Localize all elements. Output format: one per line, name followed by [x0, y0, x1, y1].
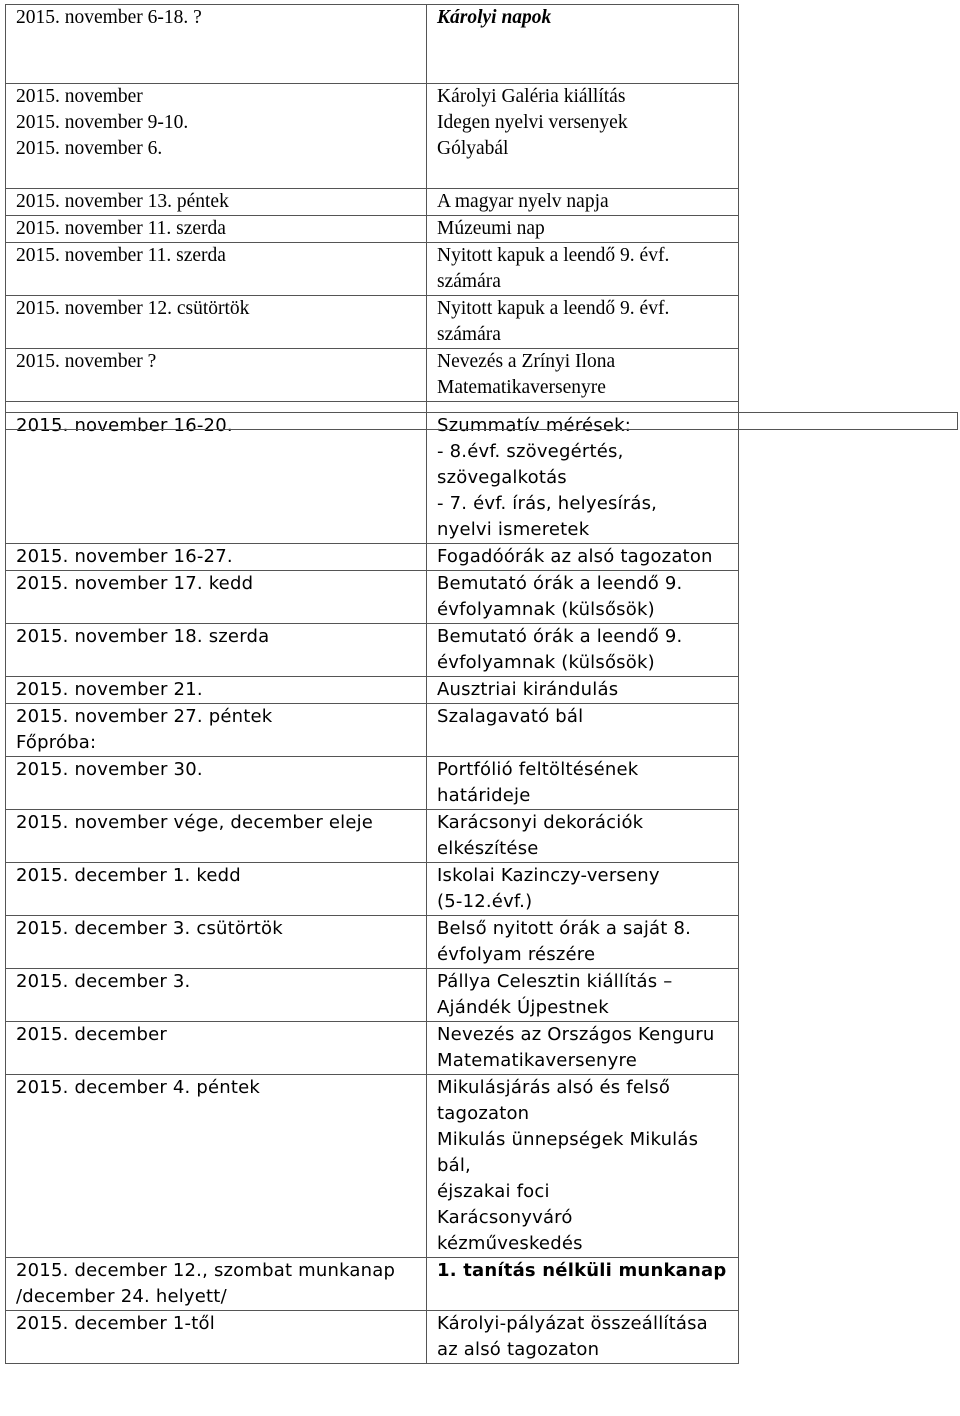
date-cell: [6, 810, 427, 863]
date-text: 2015. december 1-től: [16, 1313, 215, 1334]
date-cell: [6, 704, 427, 757]
event-text: Múzeumi nap: [437, 218, 545, 239]
spacer: [437, 162, 732, 188]
date-text: 2015. november 6-18. ?: [16, 7, 202, 28]
event-text: az alsó tagozaton: [437, 1339, 600, 1360]
event-text: szövegalkotás: [437, 467, 567, 488]
date-text: 2015. november ?: [16, 351, 157, 372]
event-cell: [427, 757, 739, 810]
schedule-table-body: [6, 5, 739, 1364]
date-cell: [6, 216, 427, 243]
event-text: Ajándék Újpestnek: [437, 997, 609, 1018]
date-text: 2015. november 6.: [16, 138, 163, 159]
date-text: 2015. november 27. péntek: [16, 706, 273, 727]
table-row: [6, 5, 739, 84]
date-cell: [6, 296, 427, 349]
spacer: [437, 57, 732, 83]
event-text: évfolyamnak (külsősök): [437, 599, 655, 620]
table-row: [6, 1075, 739, 1258]
event-cell: [427, 296, 739, 349]
event-cell: [427, 1075, 739, 1258]
date-text: 2015. november 16-20.: [16, 415, 233, 436]
date-text: 2015. november 9-10.: [16, 112, 189, 133]
event-text: Iskolai Kazinczy-verseny: [437, 865, 660, 886]
table-row: [6, 624, 739, 677]
event-cell: [427, 571, 739, 624]
event-text: Nevezés az Országos Kenguru: [437, 1024, 715, 1045]
event-text: határideje: [437, 785, 531, 806]
date-text: 2015. december 4. péntek: [16, 1077, 261, 1098]
empty-cell: [427, 402, 739, 413]
event-text: (5-12.évf.): [437, 891, 533, 912]
table-row: [6, 216, 739, 243]
event-cell: [427, 84, 739, 189]
event-text: kézműveskedés: [437, 1233, 583, 1254]
event-text: elkészítése: [437, 838, 539, 859]
date-cell: [6, 624, 427, 677]
date-cell: [6, 243, 427, 296]
event-text: Nyitott kapuk a leendő 9. évf.: [437, 245, 670, 266]
empty-cell: [6, 402, 427, 413]
date-text: 2015. november 18. szerda: [16, 626, 270, 647]
event-cell: [427, 413, 739, 544]
date-cell: [6, 84, 427, 189]
event-text: nyelvi ismeretek: [437, 519, 590, 540]
date-cell: [6, 1311, 427, 1364]
date-cell: [6, 677, 427, 704]
table-row: [6, 677, 739, 704]
event-text: - 7. évf. írás, helyesírás,: [437, 493, 658, 514]
table-row: [6, 969, 739, 1022]
event-text: Matematikaversenyre: [437, 1050, 637, 1071]
event-text: Szalagavató bál: [437, 706, 584, 727]
event-text: - 8.évf. szövegértés,: [437, 441, 624, 462]
table-row: [6, 1022, 739, 1075]
event-text: Karácsonyváró: [437, 1207, 573, 1228]
date-cell: [6, 757, 427, 810]
event-text: éjszakai foci: [437, 1181, 550, 1202]
table-row: [6, 1311, 739, 1364]
event-text: Károlyi napok: [437, 7, 552, 28]
event-cell: [427, 216, 739, 243]
date-text: 2015. november 12. csütörtök: [16, 298, 250, 319]
event-cell: [427, 624, 739, 677]
date-text: 2015. november vége, december eleje: [16, 812, 374, 833]
event-text: számára: [437, 324, 501, 345]
event-cell: [427, 544, 739, 571]
date-text: 2015. december 12., szombat munkanap: [16, 1260, 396, 1281]
date-cell: [6, 1022, 427, 1075]
event-cell: [427, 810, 739, 863]
event-text: tagozaton: [437, 1103, 530, 1124]
event-text: 1. tanítás nélküli munkanap: [437, 1260, 727, 1281]
spacer: [437, 31, 732, 57]
date-text: 2015. december 3. csütörtök: [16, 918, 283, 939]
date-cell: [6, 969, 427, 1022]
date-cell: [6, 1075, 427, 1258]
event-cell: [427, 969, 739, 1022]
event-text: Nyitott kapuk a leendő 9. évf.: [437, 298, 670, 319]
event-text: Szummatív mérések:: [437, 415, 632, 436]
event-cell: [427, 916, 739, 969]
date-text: 2015. november 30.: [16, 759, 203, 780]
date-text: 2015. november 16-27.: [16, 546, 233, 567]
table-row: [6, 84, 739, 189]
table-row: [6, 571, 739, 624]
event-text: Ausztriai kirándulás: [437, 679, 619, 700]
table-row: [6, 413, 739, 544]
event-text: Matematikaversenyre: [437, 377, 606, 398]
event-cell: [427, 189, 739, 216]
event-text: Mikulás ünnepségek Mikulás: [437, 1129, 699, 1150]
event-text: Idegen nyelvi versenyek: [437, 112, 628, 133]
event-cell: [427, 863, 739, 916]
event-cell: [427, 1258, 739, 1311]
date-text: 2015. november: [16, 86, 143, 107]
table-row: [6, 863, 739, 916]
event-text: Portfólió feltöltésének: [437, 759, 639, 780]
event-text: Károlyi Galéria kiállítás: [437, 86, 626, 107]
date-cell: [6, 349, 427, 402]
event-text: Karácsonyi dekorációk: [437, 812, 644, 833]
table-row: [6, 757, 739, 810]
event-text: Nevezés a Zrínyi Ilona: [437, 351, 616, 372]
date-cell: [6, 189, 427, 216]
table-row: [6, 1258, 739, 1311]
date-cell: [6, 916, 427, 969]
event-text: Bemutató órák a leendő 9.: [437, 573, 683, 594]
event-text: évfolyamnak (külsősök): [437, 652, 655, 673]
event-text: Gólyabál: [437, 138, 509, 159]
event-cell: [427, 704, 739, 757]
date-text: /december 24. helyett/: [16, 1286, 227, 1307]
event-cell: [427, 677, 739, 704]
event-text: számára: [437, 271, 501, 292]
event-text: bál,: [437, 1155, 471, 1176]
date-text: 2015. december 1. kedd: [16, 865, 241, 886]
table-row: [6, 189, 739, 216]
date-cell: [6, 571, 427, 624]
date-text: 2015. november 13. péntek: [16, 191, 229, 212]
event-cell: [427, 1022, 739, 1075]
event-cell: [427, 5, 739, 84]
date-text: 2015. december 3.: [16, 971, 191, 992]
event-text: évfolyam részére: [437, 944, 596, 965]
event-text: Fogadóórák az alsó tagozaton: [437, 546, 713, 567]
date-text: 2015. november 21.: [16, 679, 203, 700]
date-text: 2015. november 11. szerda: [16, 245, 226, 266]
event-text: Mikulásjárás alsó és felső: [437, 1077, 671, 1098]
event-text: Károlyi-pályázat összeállítása: [437, 1313, 708, 1334]
spacer: [16, 57, 420, 83]
schedule-table: [5, 4, 739, 1364]
table-row: [6, 544, 739, 571]
table-row: [6, 243, 739, 296]
date-text: 2015. november 17. kedd: [16, 573, 254, 594]
event-text: A magyar nyelv napja: [437, 191, 609, 212]
date-text: 2015. december: [16, 1024, 167, 1045]
event-text: Bemutató órák a leendő 9.: [437, 626, 683, 647]
table-row: [6, 810, 739, 863]
event-text: Pállya Celesztin kiállítás –: [437, 971, 673, 992]
table-row-gap: [6, 402, 739, 413]
date-text: 2015. november 11. szerda: [16, 218, 226, 239]
event-cell: [427, 1311, 739, 1364]
table-row: [6, 349, 739, 402]
event-cell: [427, 243, 739, 296]
date-cell: [6, 1258, 427, 1311]
event-cell: [427, 349, 739, 402]
date-cell: [6, 544, 427, 571]
date-text: Főpróba:: [16, 732, 97, 753]
spacer: [16, 31, 420, 57]
date-cell: [6, 863, 427, 916]
table-row: [6, 704, 739, 757]
date-cell: [6, 5, 427, 84]
table-row: [6, 916, 739, 969]
table-row: [6, 296, 739, 349]
spacer: [16, 162, 420, 188]
event-text: Belső nyitott órák a saját 8.: [437, 918, 692, 939]
date-cell: [6, 413, 427, 544]
